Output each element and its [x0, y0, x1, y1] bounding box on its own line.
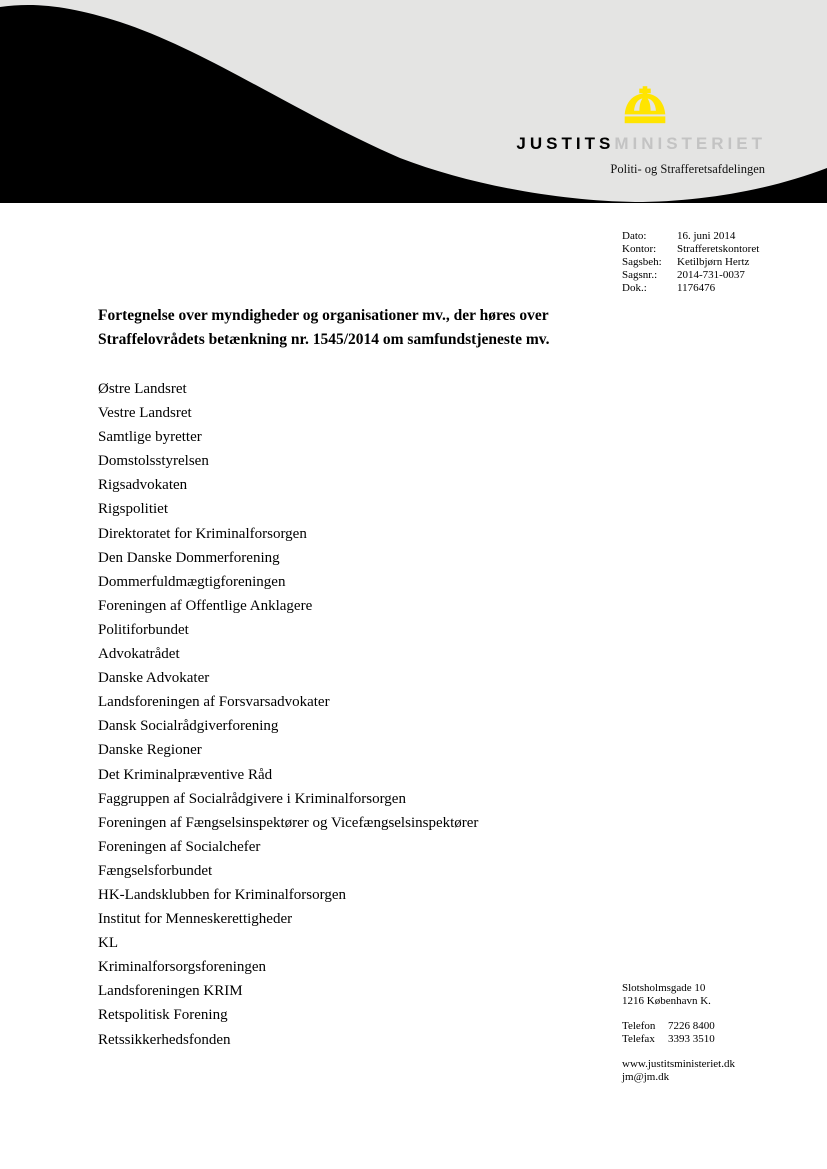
list-item: HK-Landsklubben for Kriminalforsorgen — [98, 886, 346, 903]
metadata-value: 1176476 — [677, 281, 716, 294]
list-item: Domstolsstyrelsen — [98, 453, 209, 470]
list-item: Fængselsforbundet — [98, 862, 213, 879]
department-name: Politi- og Strafferetsafdelingen — [610, 162, 765, 176]
list-item: Østre Landsret — [98, 381, 187, 397]
contact-phone-label: Telefon — [622, 1020, 656, 1032]
list-item: Danske Regioner — [98, 742, 202, 759]
list-item: Samtlige byretter — [98, 429, 202, 446]
list-item: Dansk Socialrådgiverforening — [98, 718, 279, 735]
ministry-wordmark — [516, 134, 766, 154]
list-item: Retspolitisk Forening — [98, 1007, 228, 1024]
contact-phone-value: 3393 3510 — [668, 1033, 715, 1045]
metadata-row — [622, 282, 759, 295]
contact-address — [622, 982, 735, 1008]
spacer — [622, 1046, 735, 1058]
contact-phone-label: Telefax — [622, 1033, 655, 1045]
ministry-wordmark-primary: JUSTITS — [516, 134, 615, 153]
list-item: Direktoratet for Kriminalforsorgen — [98, 525, 307, 542]
contact-address-line: Slotsholmsgade 10 — [622, 982, 706, 994]
list-item: Rigsadvokaten — [98, 477, 188, 494]
metadata-label: Sagsnr.: — [622, 268, 658, 281]
document-title-line: Straffelovrådets betænkning nr. 1545/2014 om samfundstjeneste mv. — [98, 331, 550, 348]
contact-online-line: www.justitsministeriet.dk — [622, 1058, 735, 1070]
list-item: Landsforeningen KRIM — [98, 983, 243, 1000]
list-item: Institut for Menneskerettigheder — [98, 911, 293, 928]
royal-crown-icon — [620, 86, 670, 126]
metadata-value: Strafferetskontoret — [677, 242, 760, 255]
spacer — [622, 1008, 735, 1020]
list-item: Vestre Landsret — [98, 405, 192, 422]
contact-phone-value: 7226 8400 — [668, 1020, 715, 1032]
metadata-label: Sagsbeh: — [622, 255, 662, 268]
list-item: Kriminalforsorgsforeningen — [98, 959, 267, 976]
list-item: Politiforbundet — [98, 621, 189, 638]
metadata-row — [622, 256, 759, 269]
contact-online — [622, 1058, 735, 1084]
list-item: Det Kriminalpræventive Råd — [98, 766, 273, 783]
contact-phone-row — [622, 1033, 735, 1046]
list-item: Faggruppen af Socialrådgivere i Kriminalforsorgen — [98, 790, 406, 807]
contact-address-line: 1216 København K. — [622, 995, 711, 1007]
ministry-wordmark-secondary: MINISTERIET — [614, 134, 766, 153]
list-item: Foreningen af Socialchefer — [98, 838, 261, 855]
metadata-row — [622, 269, 759, 282]
document-title — [98, 304, 603, 352]
metadata-value: 2014-731-0037 — [677, 268, 745, 281]
metadata-label: Kontor: — [622, 242, 657, 255]
case-metadata — [622, 230, 759, 295]
list-item: KL — [98, 935, 118, 952]
metadata-label: Dok.: — [622, 281, 647, 294]
list-item: Landsforeningen af Forsvarsadvokater — [98, 694, 330, 711]
contact-phone-rows — [622, 1020, 735, 1046]
document-title-line: Fortegnelse over myndigheder og organisationer mv., der høres over — [98, 307, 549, 324]
list-item: Retssikkerhedsfonden — [98, 1031, 231, 1048]
list-item: Foreningen af Fængselsinspektører og Vicefængselsinspektører — [98, 814, 479, 831]
list-item: Advokatrådet — [98, 646, 180, 663]
metadata-label: Dato: — [622, 230, 647, 242]
metadata-row — [622, 230, 759, 243]
recipient-list — [98, 377, 618, 1052]
list-item: Foreningen af Offentlige Anklagere — [98, 597, 313, 614]
contact-online-line: jm@jm.dk — [622, 1071, 670, 1083]
metadata-value: 16. juni 2014 — [677, 230, 736, 242]
contact-block — [622, 982, 735, 1084]
contact-phone-row — [622, 1020, 735, 1033]
metadata-row — [622, 243, 759, 256]
list-item: Dommerfuldmægtigforeningen — [98, 573, 286, 590]
list-item: Den Danske Dommerforening — [98, 549, 280, 566]
list-item: Danske Advokater — [98, 670, 210, 687]
metadata-value: Ketilbjørn Hertz — [677, 255, 750, 268]
list-item: Rigspolitiet — [98, 501, 169, 518]
